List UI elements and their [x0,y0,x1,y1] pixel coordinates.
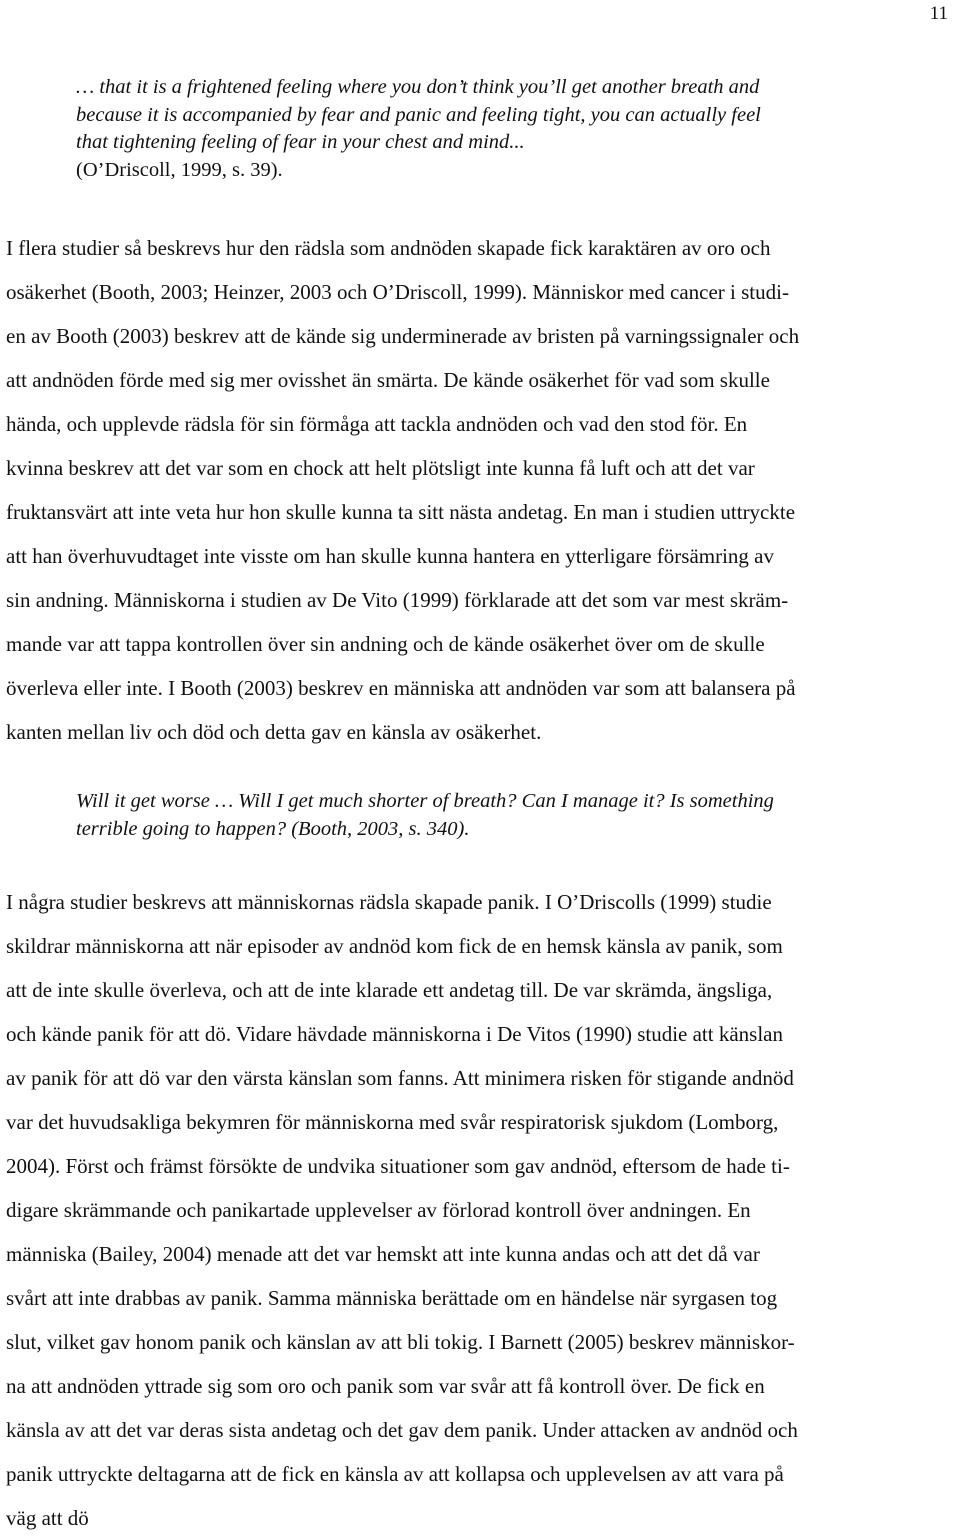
paragraph-line: mande var att tappa kontrollen över sin andning och de kände osäkerhet över om de skulle [6,632,765,656]
quote-line: terrible going to happen? (Booth, 2003, s. 340). [76,817,470,840]
quote-line: because it is accompanied by fear and panic and feeling tight, you can actually feel [76,103,761,126]
paragraph-line: svårt att inte drabbas av panik. Samma människa berättade om en händelse när syrgasen tog [6,1286,778,1310]
paragraph-line: människa (Bailey, 2004) menade att det var hemskt att inte kunna andas och att det då var [6,1242,760,1266]
quote-line: that tightening feeling of fear in your chest and mind... [76,131,525,153]
quote-line: … that it is a frightened feeling where you don’t think you’ll get another breath and [76,76,760,98]
paragraph-line: 2004). Först och främst försökte de undvika situationer som gav andnöd, eftersom de hade ti- [6,1154,790,1178]
paragraph-line: digare skrämmande och panikartade upplevelser av förlorad kontroll över andningen. En [6,1198,751,1222]
paragraph-line: att han överhuvudtaget inte visste om han skulle kunna hantera en ytterligare försämring av [6,544,775,568]
paragraph-line: känsla av att det var deras sista andetag och det gav dem panik. Under attacken av andnöd och [6,1418,798,1442]
page-number: 11 [929,3,948,24]
block-quote-booth [76,788,946,843]
paragraph-line: väg att dö [6,1506,89,1530]
paragraph-fear-uncertainty [6,226,956,754]
paragraph-line: var det huvudsakliga bekymren för människorna med svår respiratorisk sjukdom (Lomborg, [6,1110,779,1134]
paragraph-line: hända, och upplevde rädsla för sin förmåga att tackla andnöden och vad den stod för. En [6,412,748,436]
block-quote-odriscoll [76,74,946,184]
paragraph-line: sin andning. Människorna i studien av De Vito (1999) förklarade att det som var mest skräm- [6,588,789,612]
paragraph-line: av panik för att dö var den värsta känslan som fanns. Att minimera risken för stigande andnöd [6,1066,794,1090]
paragraph-line: kanten mellan liv och död och detta gav en känsla av osäkerhet. [6,720,542,744]
paragraph-line: panik uttryckte deltagarna att de fick en känsla av att kollapsa och upplevelsen av att vara på [6,1462,784,1486]
paragraph-panic [6,880,956,1540]
paragraph-line: överleva eller inte. I Booth (2003) beskrev en människa att andnöden var som att balansera på [6,676,796,700]
paragraph-line: slut, vilket gav honom panik och känslan av att bli tokig. I Barnett (2005) beskrev människor- [6,1330,795,1354]
paragraph-line: en av Booth (2003) beskrev att de kände sig underminerade av bristen på varningssignaler och [6,324,800,348]
paragraph-line: att andnöden förde med sig mer ovisshet än smärta. De kände osäkerhet för vad som skulle [6,368,770,392]
paragraph-line: osäkerhet (Booth, 2003; Heinzer, 2003 och O’Driscoll, 1999). Människor med cancer i studi- [6,280,789,304]
paragraph-line: kvinna beskrev att det var som en chock att helt plötsligt inte kunna få luft och att det var [6,456,755,480]
paragraph-line: I flera studier så beskrevs hur den rädsla som andnöden skapade fick karaktären av oro och [6,236,771,260]
paragraph-line: fruktansvärt att inte veta hur hon skulle kunna ta sitt nästa andetag. En man i studien uttryckte [6,500,796,524]
paragraph-line: och kände panik för att dö. Vidare hävdade människorna i De Vitos (1990) studie att känslan [6,1022,783,1046]
paragraph-line: skildrar människorna att när episoder av andnöd kom fick de en hemsk känsla av panik, som [6,934,783,958]
paragraph-line: att de inte skulle överleva, och att de inte klarade ett andetag till. De var skrämda, ängsliga, [6,978,773,1002]
paragraph-line: na att andnöden yttrade sig som oro och panik som var svår att få kontroll över. De fick en [6,1374,765,1398]
paragraph-line: I några studier beskrevs att människornas rädsla skapade panik. I O’Driscolls (1999) studie [6,890,772,914]
quote-citation: (O’Driscoll, 1999, s. 39). [76,158,283,181]
quote-line: Will it get worse … Will I get much shorter of breath? Can I manage it? Is something [76,790,774,812]
